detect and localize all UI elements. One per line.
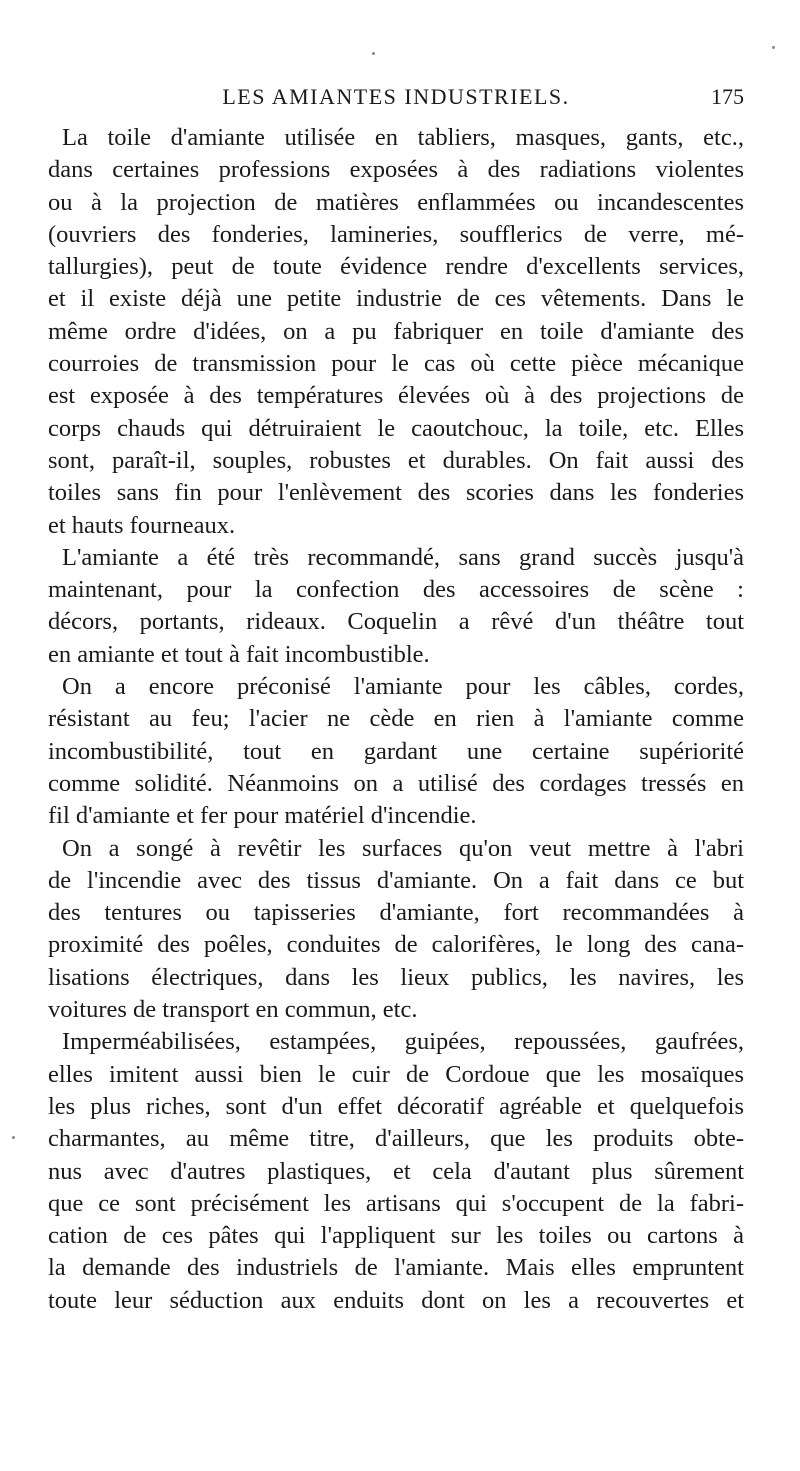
text-line: voitures de transport en commun, etc. (48, 996, 418, 1024)
paragraph (48, 1026, 744, 1317)
text-line: lisations électriques, dans les lieux publics, les navires, les (48, 963, 744, 991)
running-title: LES AMIANTES INDUSTRIELS. (222, 84, 570, 109)
print-speck (372, 52, 375, 55)
text-line: dans certaines professions exposées à des radiations violentes (48, 156, 744, 184)
text-line: proximité des poêles, conduites de calorifères, le long des cana- (48, 931, 744, 959)
text-line: de l'incendie avec des tissus d'amiante. On a fait dans ce but (48, 866, 744, 894)
text-line: en amiante et tout à fait incombustible. (48, 640, 430, 668)
text-line: des tentures ou tapisseries d'amiante, fort recommandées à (48, 899, 744, 927)
text-line: cation de ces pâtes qui l'appliquent sur les toiles ou cartons à (48, 1222, 744, 1250)
text-line: On a songé à revêtir les surfaces qu'on veut mettre à l'abri (62, 834, 744, 862)
paragraph (48, 122, 744, 542)
text-line: (ouvriers des fonderies, lamineries, soufflerics de verre, mé- (48, 220, 744, 248)
text-line: maintenant, pour la confection des accessoires de scène : (48, 576, 744, 604)
text-line: toiles sans fin pour l'enlèvement des scories dans les fonderies (48, 479, 744, 507)
print-speck (12, 1136, 15, 1139)
body-text (48, 122, 744, 1317)
paragraph (48, 671, 744, 832)
text-line: On a encore préconisé l'amiante pour les câbles, cordes, (62, 673, 744, 701)
page-number: 175 (711, 84, 744, 109)
page-header (48, 82, 744, 116)
text-line: comme solidité. Néanmoins on a utilisé des cordages tressés en (48, 769, 744, 797)
text-line: les plus riches, sont d'un effet décoratif agréable et quelquefois (48, 1092, 744, 1120)
text-line: et il existe déjà une petite industrie de ces vêtements. Dans le (48, 285, 744, 313)
text-line: est exposée à des températures élevées où à des projections de (48, 382, 744, 410)
print-speck (772, 46, 775, 49)
text-line: courroies de transmission pour le cas où cette pièce mécanique (48, 350, 744, 378)
text-line: que ce sont précisément les artisans qui s'occupent de la fabri- (48, 1189, 744, 1217)
text-line: corps chauds qui détruiraient le caoutchouc, la toile, etc. Elles (48, 414, 744, 442)
text-line: L'amiante a été très recommandé, sans grand succès jusqu'à (62, 543, 744, 571)
text-line: sont, paraît-il, souples, robustes et durables. On fait aussi des (48, 446, 744, 474)
text-line: nus avec d'autres plastiques, et cela d'autant plus sûrement (48, 1157, 744, 1185)
text-line: tallurgies), peut de toute évidence rendre d'excellents services, (48, 253, 744, 281)
text-line: et hauts fourneaux. (48, 511, 236, 539)
text-line: charmantes, au même titre, d'ailleurs, que les produits obte- (48, 1125, 744, 1153)
paragraph (48, 833, 744, 1027)
text-line: elles imitent aussi bien le cuir de Cordoue que les mosaïques (48, 1060, 744, 1088)
text-line: ou à la projection de matières enflammées ou incandescentes (48, 188, 744, 216)
text-line: résistant au feu; l'acier ne cède en rien à l'amiante comme (48, 705, 744, 733)
text-line: toute leur séduction aux enduits dont on les a recouvertes et (48, 1286, 744, 1314)
text-line: décors, portants, rideaux. Coquelin a rêvé d'un théâtre tout (48, 608, 744, 636)
text-line: La toile d'amiante utilisée en tabliers, masques, gants, etc., (62, 124, 744, 151)
text-line: même ordre d'idées, on a pu fabriquer en toile d'amiante des (48, 317, 744, 345)
paragraph (48, 542, 744, 671)
text-line: fil d'amiante et fer pour matériel d'incendie. (48, 802, 477, 830)
text-line: la demande des industriels de l'amiante. Mais elles empruntent (48, 1254, 744, 1282)
text-line: Imperméabilisées, estampées, guipées, repoussées, gaufrées, (62, 1028, 744, 1056)
text-line: incombustibilité, tout en gardant une certaine supériorité (48, 737, 744, 765)
